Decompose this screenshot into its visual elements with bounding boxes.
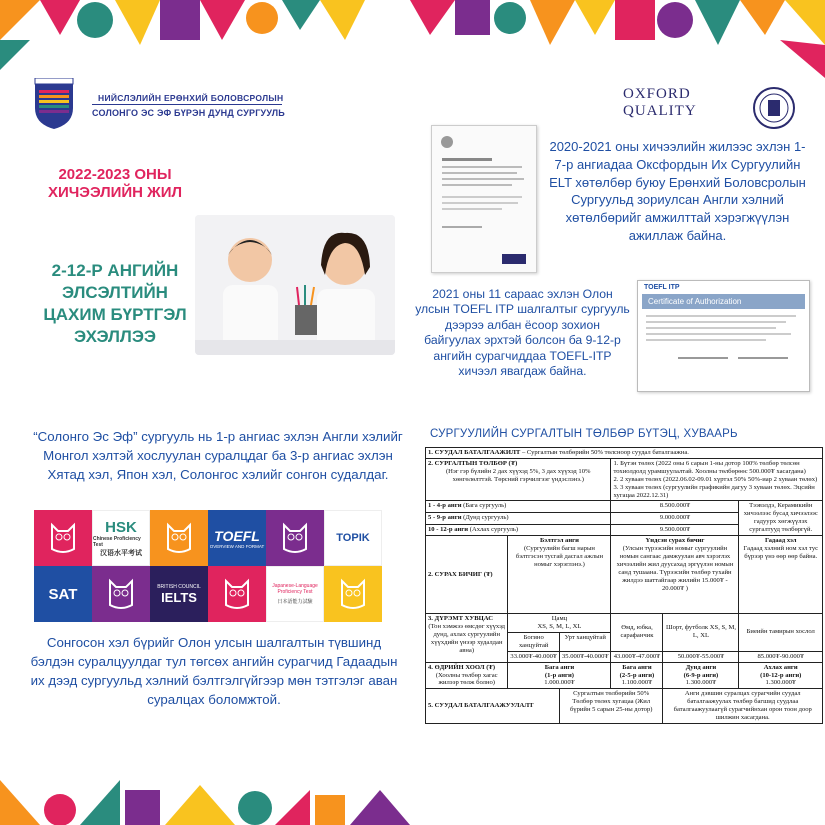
toefl-paragraph: 2021 оны 11 сараас эхлэн Олон улсын TOEFL ITP шалгалтыг сургууль дээрээ албан ёсоор зохион байгуулах эрхтэй болсон ба 9-12-р ангийн сурагчиддаа TOEFL-ITP хичээл явагдаж байна. (415, 287, 630, 379)
table-row: 4. ӨДРИЙН ХООЛ (₮) (Хоолны төлбөр хагас жилээр төлж болно) Бага анги (1-р анги) 1.000.000₮ Бага анги (2-5-р анги) 1.100.000₮ Дунд анги (6-9-р анги) 1.300.000₮ Ахлах анги (10-12-р анги) 1.300.000₮ (426, 662, 823, 689)
languages-paragraph: “Солонго Эс Эф” сургууль нь 1-р ангиас эхлэн Англи хэлийг Монгол хэлтэй хослуулан суралцдаг ба 3-р ангиас эхлэн Хятад хэл, Япон хэл, Солонгос хэлийг сонгон судалдаг. (33, 429, 403, 482)
sat-tile: SAT (34, 566, 92, 622)
table-row: 33.000₮-40.000₮ 35.000₮-40.000₮ 43.000₮-47.000₮ 50.000₮-55.000₮ 85.000₮-90.000₮ (426, 651, 823, 662)
table-row: 5. СУУДАЛ БАТАЛГААЖУУЛАЛТ Сургалтын төлбөрийн 50% Төлбөр төлөх хугацаа (Жил бүрийн 5 сарын 25-ны дотор) Анги дэвшин суралцах сурагчийн суудал баталгаажуулах төлбөр багшид суудлаа баталгаажуулаагүй сурагчийнхан орон тоон доор шилжин хасагдана. (426, 689, 823, 724)
owl-tile-2 (150, 510, 208, 566)
hsk-tile: HSK Chinese Proficiency Test 汉语水平考试 (92, 510, 150, 566)
fee-table (425, 447, 823, 724)
certificate-lines (432, 126, 536, 272)
cert-body-lines (638, 309, 809, 379)
cert-title: Certificate of Authorization (642, 294, 805, 309)
topik-tile: TOPIK (324, 510, 382, 566)
school-name-line2: СОЛОНГО ЭС ЭФ БҮРЭН ДУНД СУРГУУЛЬ (92, 108, 285, 118)
toefl-tile: TOEFL OVERVIEW AND FORMAT (208, 510, 266, 566)
registration-heading: 2-12-Р АНГИЙН ЭЛСЭЛТИЙН ЦАХИМ БҮРТГЭЛ ЭХЭЛЛЭЭ (43, 261, 187, 347)
oxford-certificate-image (431, 125, 537, 273)
school-name-line1: НИЙСЛЭЛИЙН ЕРӨНХИЙ БОЛОВСРОЛЫН (98, 93, 284, 103)
owl-icon (48, 521, 78, 555)
ielts-tile: BRITISH COUNCIL IELTS (150, 566, 208, 622)
owl-tile-5 (208, 566, 266, 622)
oxford-paragraph: 2020-2021 оны хичээлийн жилээс эхлэн 1-7-р ангиадаа Оксфордын Их Сургуулийн ELT хөтөлбөр буюу Ерөнхий Боловсролын Сургуульд зориулсан Англи хэлний хөтөлбөрийг амжилттай хэрэгжүүлэн ажиллаж байна. (549, 139, 806, 243)
cert-brand: TOEFL ITP (644, 284, 680, 291)
students-photo (195, 215, 395, 355)
owl-tile-4 (92, 566, 150, 622)
owl-icon (280, 521, 310, 555)
table-row: 1 - 4-р анги (Бага сургууль) 8.500.000₮ Тээвэлдэ, Керамикийн хичээлээс бусад хичээлээс гадуурх хөгжүүлэх сургалтууд төлбөргүй. (426, 501, 823, 513)
oxford-crest-icon (752, 86, 796, 130)
exam-logos-grid (34, 510, 380, 622)
table-row: 1. СУУДАЛ БАТАЛГААЖИЛТ – Сургалтын төлбөрийн 50% төлсноор суудал баталгаажна. (426, 448, 823, 459)
exams-paragraph: Сонгосон хэл бүрийг Олон улсын шалгалтын түвшинд бэлдэн суралцуулдаг тул төгсөх ангийн сурагчид Гадаадын их дээд сургуульд хэлний бэлтгэлгүйгээр мөн тэтгэлэг аван суралцах боломжтой. (30, 635, 398, 707)
table-row: 10 - 12-р анги (Ахлах сургууль) 9.500.000₮ (426, 524, 823, 536)
bottom-geometric-banner (0, 740, 410, 825)
school-divider (92, 104, 282, 105)
owl-icon (164, 521, 194, 555)
top-geometric-banner (0, 0, 825, 80)
owl-tile-3 (266, 510, 324, 566)
owl-icon (338, 577, 368, 611)
owl-tile-1 (34, 510, 92, 566)
owl-icon (222, 577, 252, 611)
owl-tile-6 (324, 566, 382, 622)
academic-year-heading: 2022-2023 ОНЫ ХИЧЭЭЛИЙН ЖИЛ (47, 166, 183, 201)
table-row: 2. СУРАХ БИЧИГ (₮) Бэлтгэл анги (Сургуулийн багш нарын бэлтгэсэн тусгай дасгал ажлын номыг хэрэглэнэ.) Үндсэн сурах бичиг (Улсын түрээсийн номыг сургуулийн номын сангаас дамжуулан авч хэрэглэх хичээлийн жил дуусахад эргүүлэн номын санд тушаана. Түрээсийн төлбөр тухайн жилдээ шаттайгаар жилийн 15.000₮ - 20.000₮ ) Гадаад хэл Гадаад хэлний ном хэл тус бүрээр үнэ өөр өөр байна. (426, 536, 823, 614)
fee-table-title: СУРГУУЛИЙН СУРГАЛТЫН ТӨЛБӨР БҮТЭЦ, ХУВААРЬ (430, 428, 738, 440)
owl-icon (106, 577, 136, 611)
jlpt-tile: Japanese-Language Proficiency Test 日本語能力試験 (266, 566, 324, 622)
table-row: Богино ханцуйтай Урт ханцуйтай (426, 632, 823, 651)
table-row: 2. СУРГАЛТЫН ТӨЛБӨР (₮) (Нэг гэр бүлийн 2 дах хүүхэд 5%, 3 дах хүүхэд 10% хөнгөлөлттэй. Төрсний гэрчилгээг үндэслэнэ.) 1. Бүтэн төлөх (2022 оны 6 сарын 1-ны дотор 100% төлбөр төлсөн тохиолдолд урамшуулалтай. Хоолны төлбөрөөс 500.000₮ хасагдана) 2. 2 хуваан төлөх (2022.06.02-09.01 хүртэл 50% 50%-иар 2 хуваан төлөх) 3. 3 хуваан төлөх (сургуулийн графикийн дагуу 3 хуваан төлөх. Эцсийн хугацаа 2022.12.31) (426, 458, 823, 501)
table-row: 5 - 9-р анги (Дунд сургууль) 9.000.000₮ (426, 512, 823, 524)
oxford-quality-logo: OXFORD QUALITY (623, 86, 697, 119)
table-row: 3. ДҮРЭМТ ХУВЦАС (Тон хэмжээ өмсдөг хүүхэд дунд, ахлах сургуулийн хүүхдийн үнээр худалдан авна) Цамц XS, S, M, L, XL Өмд, юбка, сарафанчик Шорт, футболк XS, S, M, L, XL Биеийн тамирын хослол (426, 614, 823, 633)
toefl-certificate-image (637, 280, 810, 392)
school-logo (33, 78, 75, 130)
